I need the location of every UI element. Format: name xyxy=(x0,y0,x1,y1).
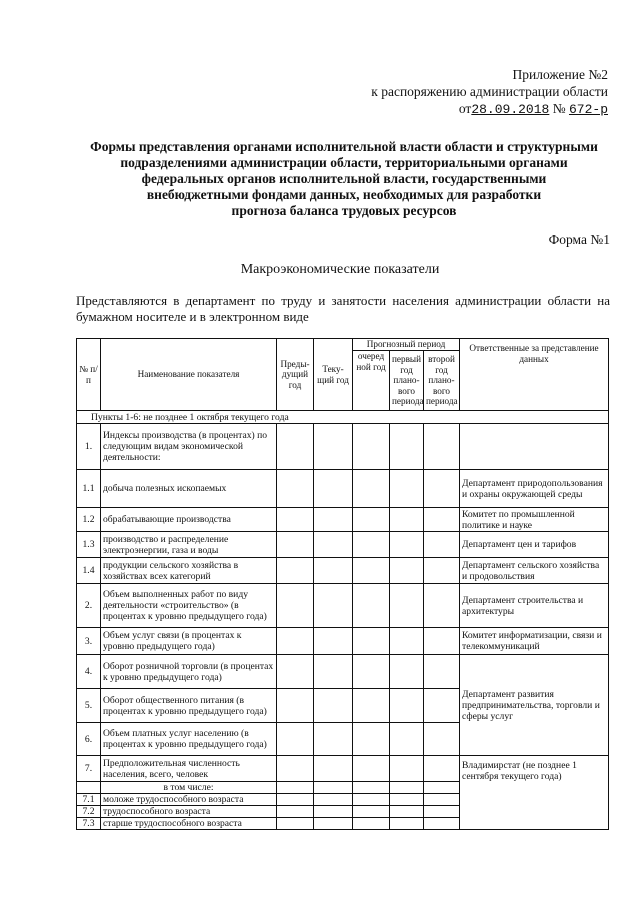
cell-plan2 xyxy=(424,782,460,794)
cell-plan2 xyxy=(424,470,460,508)
header-name: Наименование показателя xyxy=(101,339,277,411)
table-row xyxy=(77,558,609,584)
cell-prev xyxy=(277,794,314,806)
row-name: обрабатывающие производства xyxy=(101,508,277,532)
row-responsible: Департамент строительства и архитектуры xyxy=(460,584,609,628)
cell-curr xyxy=(314,689,353,723)
cell-plan1 xyxy=(390,508,424,532)
cell-prev xyxy=(277,532,314,558)
appendix-number: 672-р xyxy=(568,102,608,117)
cell-prev xyxy=(277,655,314,689)
cell-plan1 xyxy=(390,723,424,756)
cell-curr xyxy=(314,558,353,584)
cell-curr xyxy=(314,794,353,806)
row-responsible-merged-stat: Владимирстат (не позднее 1 сентября текущего года) xyxy=(460,756,609,830)
cell-plan1 xyxy=(390,756,424,782)
cell-next xyxy=(353,532,390,558)
cell-curr xyxy=(314,470,353,508)
cell-plan1 xyxy=(390,655,424,689)
cell-plan2 xyxy=(424,558,460,584)
cell-plan2 xyxy=(424,628,460,655)
form-number: Форма №1 xyxy=(548,232,610,247)
cell-curr xyxy=(314,818,353,830)
deadline-note: Пункты 1-6: не позднее 1 октября текущего года xyxy=(77,411,609,424)
section-subtitle: Макроэкономические показатели xyxy=(240,262,440,277)
cell-plan1 xyxy=(390,424,424,470)
cell-curr xyxy=(314,424,353,470)
cell-plan1 xyxy=(390,806,424,818)
cell-plan1 xyxy=(390,470,424,508)
cell-next xyxy=(353,756,390,782)
cell-prev xyxy=(277,628,314,655)
row-num: 1.3 xyxy=(77,532,101,558)
title-line-3: федеральных органов исполнительной власти, государственными xyxy=(141,171,547,186)
cell-plan2 xyxy=(424,806,460,818)
cell-prev xyxy=(277,756,314,782)
row-num: 6. xyxy=(77,723,101,756)
row-name: трудоспособного возраста xyxy=(101,806,277,818)
row-responsible: Комитет по промышленной политике и науке xyxy=(460,508,609,532)
cell-prev xyxy=(277,470,314,508)
title-line-5: прогноза баланса трудовых ресурсов xyxy=(231,203,457,218)
indicators-table xyxy=(76,338,609,830)
intro-paragraph: Представляются в департамент по труду и занятости населения администрации области на бумажном носителе и в электронном виде xyxy=(76,293,610,324)
cell-next xyxy=(353,723,390,756)
row-responsible: Департамент цен и тарифов xyxy=(460,532,609,558)
cell-plan1 xyxy=(390,558,424,584)
cell-next xyxy=(353,584,390,628)
title-line-4: внебюджетными фондами данных, необходимых для разработки xyxy=(146,187,542,202)
appendix-date: 28.09.2018 xyxy=(471,102,550,117)
cell-curr xyxy=(314,806,353,818)
cell-plan1 xyxy=(390,818,424,830)
row-name: Предположительная численность населения, всего, человек xyxy=(101,756,277,782)
row-num: 4. xyxy=(77,655,101,689)
row-responsible-merged-trade: Департамент развития предпринимательства, торговли и сферы услуг xyxy=(460,655,609,756)
cell-plan1 xyxy=(390,584,424,628)
appendix-date-prefix: от xyxy=(458,101,472,116)
row-name: Объем выполненных работ по виду деятельности «строительство» (в процентах к уровню предыдущего года) xyxy=(101,584,277,628)
title-line-1: Формы представления органами исполнительной власти области и структурными xyxy=(90,139,598,154)
cell-next xyxy=(353,818,390,830)
cell-next xyxy=(353,806,390,818)
row-num: 1.4 xyxy=(77,558,101,584)
row-num: 7. xyxy=(77,756,101,782)
cell-plan2 xyxy=(424,655,460,689)
cell-next xyxy=(353,689,390,723)
row-name: продукции сельского хозяйства в хозяйствах всех категорий xyxy=(101,558,277,584)
row-name: Объем услуг связи (в процентах к уровню предыдущего года) xyxy=(101,628,277,655)
cell-prev xyxy=(277,782,314,794)
row-name: Оборот розничной торговли (в процентах к уровню предыдущего года) xyxy=(101,655,277,689)
appendix-number-label: № xyxy=(552,101,566,116)
cell-curr xyxy=(314,782,353,794)
row-num: 5. xyxy=(77,689,101,723)
cell-next xyxy=(353,655,390,689)
cell-prev xyxy=(277,723,314,756)
cell-plan1 xyxy=(390,628,424,655)
cell-plan1 xyxy=(390,689,424,723)
header-current-year: Теку-щий год xyxy=(314,339,353,411)
row-responsible: Департамент сельского хозяйства и продовольствия xyxy=(460,558,609,584)
cell-prev xyxy=(277,806,314,818)
cell-plan2 xyxy=(424,723,460,756)
header-num: № п/п xyxy=(77,339,101,411)
cell-plan2 xyxy=(424,794,460,806)
cell-plan2 xyxy=(424,756,460,782)
cell-curr xyxy=(314,756,353,782)
header-next-year: очеред ной год xyxy=(353,351,390,411)
cell-plan1 xyxy=(390,782,424,794)
cell-plan2 xyxy=(424,689,460,723)
cell-plan2 xyxy=(424,584,460,628)
table-row xyxy=(77,655,609,689)
cell-prev xyxy=(277,818,314,830)
cell-plan2 xyxy=(424,818,460,830)
row-name: Оборот общественного питания (в процентах к уровню предыдущего года) xyxy=(101,689,277,723)
row-num: 1.1 xyxy=(77,470,101,508)
table-row xyxy=(77,628,609,655)
document-title xyxy=(74,139,614,219)
cell-next xyxy=(353,782,390,794)
row-name: производство и распределение электроэнергии, газа и воды xyxy=(101,532,277,558)
table-row xyxy=(77,424,609,470)
row-num: 7.3 xyxy=(77,818,101,830)
row-num xyxy=(77,782,101,794)
row-responsible: Департамент природопользования и охраны окружающей среды xyxy=(460,470,609,508)
row-name: старше трудоспособного возраста xyxy=(101,818,277,830)
cell-curr xyxy=(314,723,353,756)
appendix-order-ref: к распоряжению администрации области xyxy=(371,84,608,99)
row-name: добыча полезных ископаемых xyxy=(101,470,277,508)
header-forecast-period: Прогнозный период xyxy=(353,339,460,351)
cell-plan2 xyxy=(424,508,460,532)
row-num: 3. xyxy=(77,628,101,655)
cell-curr xyxy=(314,532,353,558)
header-plan-year-1: первый год плано-вого периода xyxy=(390,351,424,411)
header-plan-year-2: второй год плано-вого периода xyxy=(424,351,460,411)
cell-prev xyxy=(277,424,314,470)
cell-curr xyxy=(314,628,353,655)
row-num: 1. xyxy=(77,424,101,470)
row-num: 2. xyxy=(77,584,101,628)
cell-prev xyxy=(277,689,314,723)
row-name: в том числе: xyxy=(101,782,277,794)
cell-prev xyxy=(277,584,314,628)
header-prev-year: Преды-дущий год xyxy=(277,339,314,411)
cell-next xyxy=(353,470,390,508)
row-num: 7.1 xyxy=(77,794,101,806)
cell-prev xyxy=(277,508,314,532)
cell-next xyxy=(353,794,390,806)
title-line-2: подразделениями администрации области, территориальными органами xyxy=(120,155,568,170)
cell-next xyxy=(353,628,390,655)
row-name: Индексы производства (в процентах) по следующим видам экономической деятельности: xyxy=(101,424,277,470)
table-row xyxy=(77,756,609,782)
cell-next xyxy=(353,424,390,470)
cell-curr xyxy=(314,584,353,628)
row-responsible: Комитет информатизации, связи и телекоммуникаций xyxy=(460,628,609,655)
row-responsible xyxy=(460,424,609,470)
cell-plan1 xyxy=(390,794,424,806)
appendix-title: Приложение №2 xyxy=(512,67,608,82)
appendix-header xyxy=(300,66,608,118)
table-row xyxy=(77,470,609,508)
cell-next xyxy=(353,508,390,532)
row-name: моложе трудоспособного возраста xyxy=(101,794,277,806)
appendix-date-line xyxy=(300,100,608,118)
table-row xyxy=(77,584,609,628)
row-name: Объем платных услуг населению (в процентах к уровню предыдущего года) xyxy=(101,723,277,756)
cell-curr xyxy=(314,655,353,689)
row-num: 7.2 xyxy=(77,806,101,818)
cell-next xyxy=(353,558,390,584)
row-num: 1.2 xyxy=(77,508,101,532)
cell-plan2 xyxy=(424,532,460,558)
table-row xyxy=(77,508,609,532)
header-responsible: Ответственные за представление данных xyxy=(460,339,609,411)
cell-curr xyxy=(314,508,353,532)
cell-plan2 xyxy=(424,424,460,470)
cell-plan1 xyxy=(390,532,424,558)
table-row xyxy=(77,532,609,558)
cell-prev xyxy=(277,558,314,584)
